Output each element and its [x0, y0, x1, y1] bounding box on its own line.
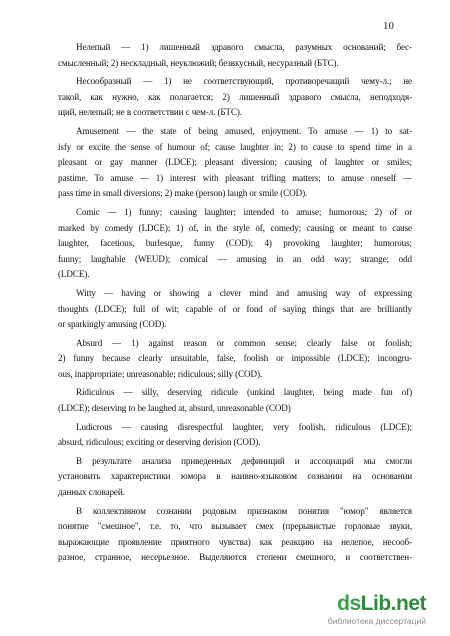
paragraph-collective: [58, 504, 412, 566]
document-body: [58, 40, 412, 569]
text-line: Witty — having or showing a clever mind and amusing way of expressing: [76, 287, 412, 298]
paragraph-witty: [58, 286, 412, 333]
text-line: pastime. To amuse — 1) interest with pleasant trifling matters; to amuse oneself —: [58, 172, 412, 183]
text-line: В результате анализа приведенных дефиниций и ассоциаций мы смогли: [76, 455, 412, 466]
paragraph-analysis: [58, 454, 412, 501]
dslib-logo: [337, 592, 426, 616]
logo-main: Lib.net: [360, 592, 426, 615]
text-line: такой, как нужно, как полагается; 2) лишенный здравого смысла, неподходя-: [58, 91, 412, 102]
text-line: щий, нелепый; не в соответствии с чем-л. (БТС).: [58, 107, 242, 118]
text-line: 2) funny because clearly unsuitable, false, foolish or impossible (LDCE); incongru-: [58, 353, 412, 364]
watermark-subtitle: библиотека диссертаций: [327, 616, 426, 626]
paragraph-nesoobraznyi: [58, 74, 412, 121]
text-line: данных словарей.: [58, 487, 125, 498]
text-line: смысленный; 2) нескладный, неуклюжий; безвкусный, несуразный (БТС).: [58, 57, 339, 68]
text-line: Ridiculous — silly, deserving ridicule (unkind laughter, being made fun of): [76, 387, 412, 398]
text-line: laughter, facetious, burlesque, funny (COD); 4) provoking laughter; humorous;: [58, 238, 412, 249]
text-line: (LDCE).: [58, 269, 90, 280]
text-line: установить характеристики юмора в наивно-языковом сознании на основании: [58, 471, 412, 482]
text-line: pass time in small diversions; 2) make (person) laugh or smile (COD).: [58, 188, 308, 199]
text-line: разное, странное, несерьезное. Выделяются степени смешного, и соответствен-: [58, 552, 412, 563]
page-number: 10: [383, 20, 394, 32]
text-line: Нелепый — 1) лишенный здравого смысла, разумных оснований; бес-: [76, 42, 412, 52]
text-line: Ludicrous — causing disrespectful laughter, very foolish, ridiculous (LDCE);: [76, 421, 412, 432]
text-line: absurd, ridiculous; exciting or deserving derision (COD).: [58, 437, 261, 448]
text-line: thoughts (LDCE); full of wit; capable of or fond of saying things that are brilliantly: [58, 303, 412, 314]
text-line: В коллективном сознании родовым признаком понятия "юмор" является: [76, 505, 412, 516]
text-line: понятие "смешное", т.е. то, что вызывает смех (прерывистые горловые звуки,: [58, 521, 412, 532]
dslib-watermark: [286, 592, 426, 628]
text-line: pleasant or gay manner (LDCE); pleasant diversion; causing of laughter or smiles;: [58, 157, 412, 168]
text-line: Amusement — the state of being amused, enjoyment. To amuse — 1) to sat-: [76, 125, 412, 136]
text-line: Comic — 1) funny; causing laughter; intended to amuse; humorous; 2) of or: [76, 206, 412, 217]
text-line: or sparkingly amusing (COD).: [58, 319, 167, 330]
text-line: Несообразный — 1) не соответствующий, противоречащий чему-л.; не: [76, 76, 412, 87]
paragraph-absurd: [58, 336, 412, 383]
paragraph-ludicrous: [58, 420, 412, 451]
text-line: isfy or excite the sense of humour of; cause laughter in; 2) to cause to spend time in a: [58, 141, 412, 152]
paragraph-ridiculous: [58, 385, 412, 416]
text-line: funny; laughable (WEUD); comical — amusing in an odd way; strange; odd: [58, 253, 412, 264]
paragraph-amusement: [58, 124, 412, 202]
logo-prefix: ds: [337, 592, 361, 615]
text-line: Absurd — 1) against reason or common sense; clearly false or foolish;: [76, 337, 412, 348]
text-line: (LDCE); deserving to be laughed at, absurd, unreasonable (COD): [58, 403, 291, 414]
text-line: ous, inappropriate; unreasonable; ridiculous; silly (COD).: [58, 368, 263, 379]
paragraph-comic: [58, 205, 412, 283]
paragraph-nelepyi: [58, 40, 412, 71]
text-line: marked by comedy (LDCE); 1) of, in the style of, comedy; causing or meant to cause: [58, 222, 412, 233]
text-line: выражающие проявление приятного чувства) как реакцию на нелепое, несооб-: [58, 536, 412, 547]
